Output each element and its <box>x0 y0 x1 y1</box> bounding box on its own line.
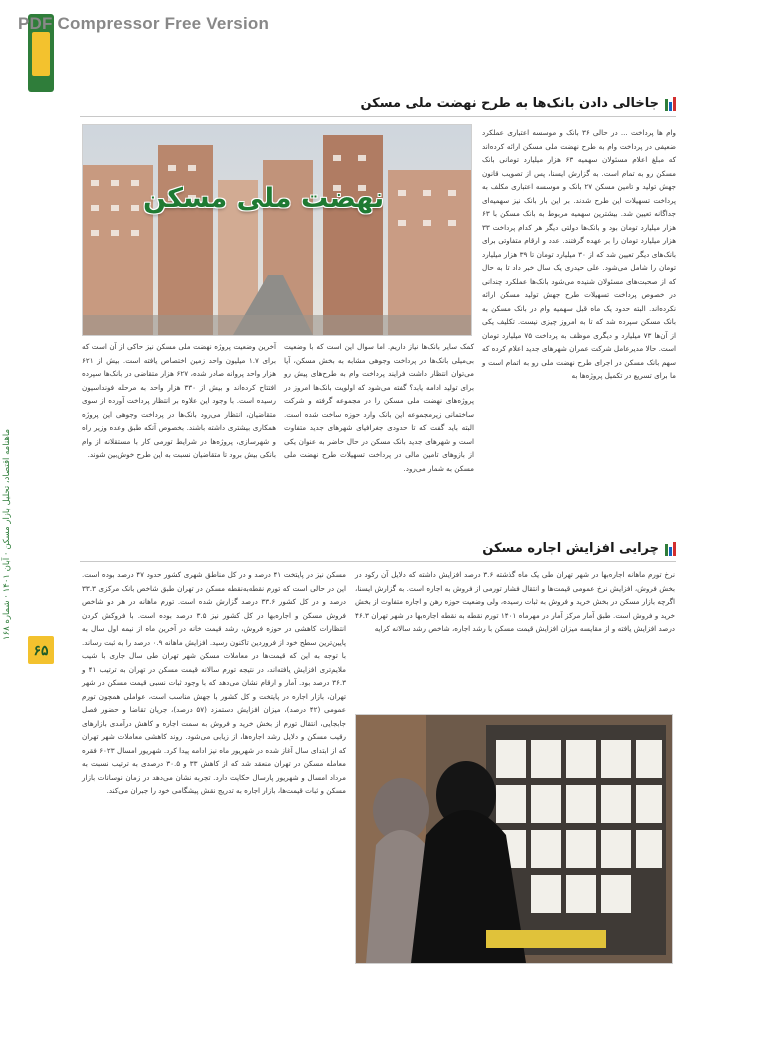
article1-rule <box>80 116 676 117</box>
article2-col-left: مسکن نیز در پایتخت ۴۱ درصد و در کل مناطق شهری کشور حدود ۴۷ درصد بوده است. این در حالی است که تورم نقطه‌به‌نقطه مسکن در تهران طبق شاخص بانک مرکزی ۳۳.۳ درصد و در کل کشور ۳۳.۶ درصد گزارش شده است. تورم ماهانه در هر دو شاخص فروش مسکن و اجاره‌بها در کل کشور نیز ۳.۵ درصد بوده است. با فروکش کردن انتظارات کاهشی در حوزه فروش، رشد قیمت خانه در آخرین ماه از نیمه اول سال به پایین‌ترین سطح خود از فروردین تاکنون رسید. افزایش ماهانه ۰.۹ درصد را به ثبت رساند. با توجه به این که قیمت‌ها در معاملات مسکن شهر تهران طی سال جاری با شیب ملایم‌تری افزایش یافته‌اند، در نتیجه تورم سالانه قیمت مسکن در تهران به ترتیب ۴۱ و ۳۶.۳ درصد بود. آمار و ارقام نشان می‌دهد که با وجود ثبات نسبی قیمت مسکن در شهر تهران، بازار اجاره در پایتخت و کل کشور با جهش مناسب است، عواملی همچون تورم عمومی (۴۲ درصد)، میزان افزایش دستمزد (۵۷ درصد)، جریان تقاضا و حضور فصل جابجایی، انتقال تورم از بخش خرید و فروش به سمت اجاره و کاهش درآمدی بازارهای رقیب مسکن و دلایل رشد اجاره‌ها، از زیابی می‌شود. روند کاهشی معاملات شهر تهران که از ابتدای سال آغاز شده در شهریور ماه نیز ادامه پیدا کرد. شهریور امسال ۶۰۲۳ فقره معامله مسکن در تهران منعقد شد که از کاهش ۳۳ و ۳۰.۵ درصدی به ترتیب نسبت به مرداد امسال و شهریور پارسال حکایت دارد. تجربه نشان می‌دهد در زمان نوسانات بازار مسکن و ثبات قیمت‌ها، بازار اجاره به تدریج نقش پیشگامی خود را جبران می‌کند. <box>82 570 347 795</box>
side-caption: ماهنامه اقتصاد، تحلیل بازار مسکن · آبان ۱۴۰۱ · شماره ۱۶۸ <box>2 428 12 640</box>
article2-rule <box>80 561 676 562</box>
article2-title: چرایی افزایش اجاره مسکن <box>482 541 659 556</box>
watermark-text: PDF Compressor Free Version <box>18 14 270 33</box>
article2-photo <box>355 714 673 964</box>
article1-col-left: آخرین وضعیت پروژه نهضت ملی مسکن نیز حاکی از آن است که برای ۱.۷ میلیون واحد زمین اختصاص یافته است. بیش از ۶۲۱ هزار واحد پروانه صادر شده، ۶۲۷ هزار متقاضی در بانک‌ها سپرده افتتاح کرده‌اند و بیش از ۳۳۰ هزار واحد به مرحله فونداسیون رسیده است. با وجود این علاوه بر انتظار پرداخت آورده از سوی متقاضیان، انتظار می‌رود بانک‌ها در پرداخت وجوهی این پروژه همکاری بیشتری داشته باشند. بخصوص آنکه طبق وعده وزیر راه و شهرسازی، پروژه‌ها در شرایط تورمی کار با مستقلانه از وام بانکی بیش برود تا متقاضیان نسبت به این طرح خوش‌بین شوند. <box>82 342 277 459</box>
article1-col-right: وام ها پرداخت ... در حالی ۳۶ بانک و موسسه اعتباری عملکرد ضعیفی در پرداخت وام به طرح نهضت ملی مسکن ارائه کرده‌اند که مبلغ اعلام مسئولان سهمیه ۶۳ هزار میلیارد تومانی بانک مسکن رو به تمام است. به گزارش ایسنا، پس از تصویب قانون جهش تولید و تامین مسکن ۲۷ بانک و موسسه اعتباری مکلف به پرداخت تسهیلات این طرح شدند. بر این بار بانک نیز سهمیه‌ای جداگانه تعیین شد. بیشترین سهمیه مربوط به بانک مسکن با ۶۳ هزار میلیارد تومان بود و بانک‌ها دولتی دیگر هر کدام پرداخت ۳۳ هزار میلیارد تومان را بر عهده گرفتند. عدد و ارقام متفاوتی برای بانک‌های دیگر تعیین شد که از ۳۰ میلیارد تومان تا ۳۹ هزار میلیارد تومان را شامل می‌شود. علی حیدری یک سال خبر داد تا به حال که از صحبت‌های مسئولان شنیده می‌شود بانک‌ها عملکرد چندانی در خصوص پرداخت تسهیلات طرح جهش تولید مسکن ارائه نکرده‌اند. البته حدود یک ماه قبل سهمیه وام در بانک مسکن به بانک مسکن سپرده شد که تا به امروز چیزی نیست. تکلیف یکی از آن‌ها ۷۳ میلیارد و دیگری موظف به پرداخت ۷۵ میلیارد تومان است. حالا مدیرعامل شرکت عمران شهرهای جدید اعلام کرده که سهم بانک مسکن در اجرای طرح نهضت ملی رو به اتمام است و ما برای تسریع در تکمیل پروژه‌ها به <box>482 128 677 380</box>
article1-photo <box>82 124 472 336</box>
article2-col-right: نرخ تورم ماهانه اجاره‌بها در شهر تهران طی یک ماه گذشته ۳.۶ درصد افزایش داشته که دلایل آن رکود در بخش فروش، افزایش نرخ عمومی قیمت‌ها و انتقال فشار تورمی از فروش به اجاره است. به گزارش ایسنا، اگرچه بازار مسکن در بخش خرید و فروش به ثبات رسیده، ولی وضعیت حوزه رهن و اجاره متفاوت از بخش خرید و فروش است. طبق آمار مرکز آمار در مهرماه ۱۴۰۱ تورم نقطه به نقطه اجاره‌بها در شهر تهران ۴۶.۳ درصد افزایش یافته و از مقایسه میزان افزایش قیمت مسکن با رشد اجاره، شاخص رشد سالانه کرایه <box>355 570 675 633</box>
chart-bars-icon <box>665 97 676 111</box>
article2-heading <box>482 541 676 556</box>
real-estate-window-illustration <box>356 715 672 963</box>
page-number: ۶۵ <box>28 636 54 664</box>
article1-title: جاخالی دادن بانک‌ها به طرح نهضت ملی مسکن <box>360 96 659 111</box>
article1-heading <box>360 96 676 111</box>
buildings-illustration <box>83 125 471 335</box>
section-tab-inner <box>32 32 50 76</box>
photo-caption: نهضت ملی مسکن <box>143 183 385 214</box>
article1-col-mid: کمک سایر بانک‌ها نیاز داریم. اما سوال این است که با وضعیت بی‌میلی بانک‌ها در پرداخت وجوهی مشابه به بخش مسکن، آیا می‌توان انتظار داشت فرایند پرداخت وام به طرح‌های پیش رو برای تولید ادامه یابد؟ گفته می‌شود که اولویت بانک‌ها امروز در پروژه‌های نهضت ملی مسکن را در مجموعه گرفته و شرکت ساختمانی زیرمجموعه این بانک وارد حوزه ساخت شده است. البته باید گفت که تا حدودی جغرافیای شهرهای جدید متفاوت است و شهرهای جدید بانک مسکن در حال حاضر به عنوان یکی از بازوهای تامین مالی در پرداخت تسهیلات طرح نهضت ملی مسکن به شمار می‌رود. <box>284 342 474 473</box>
chart-bars-icon <box>665 542 676 556</box>
